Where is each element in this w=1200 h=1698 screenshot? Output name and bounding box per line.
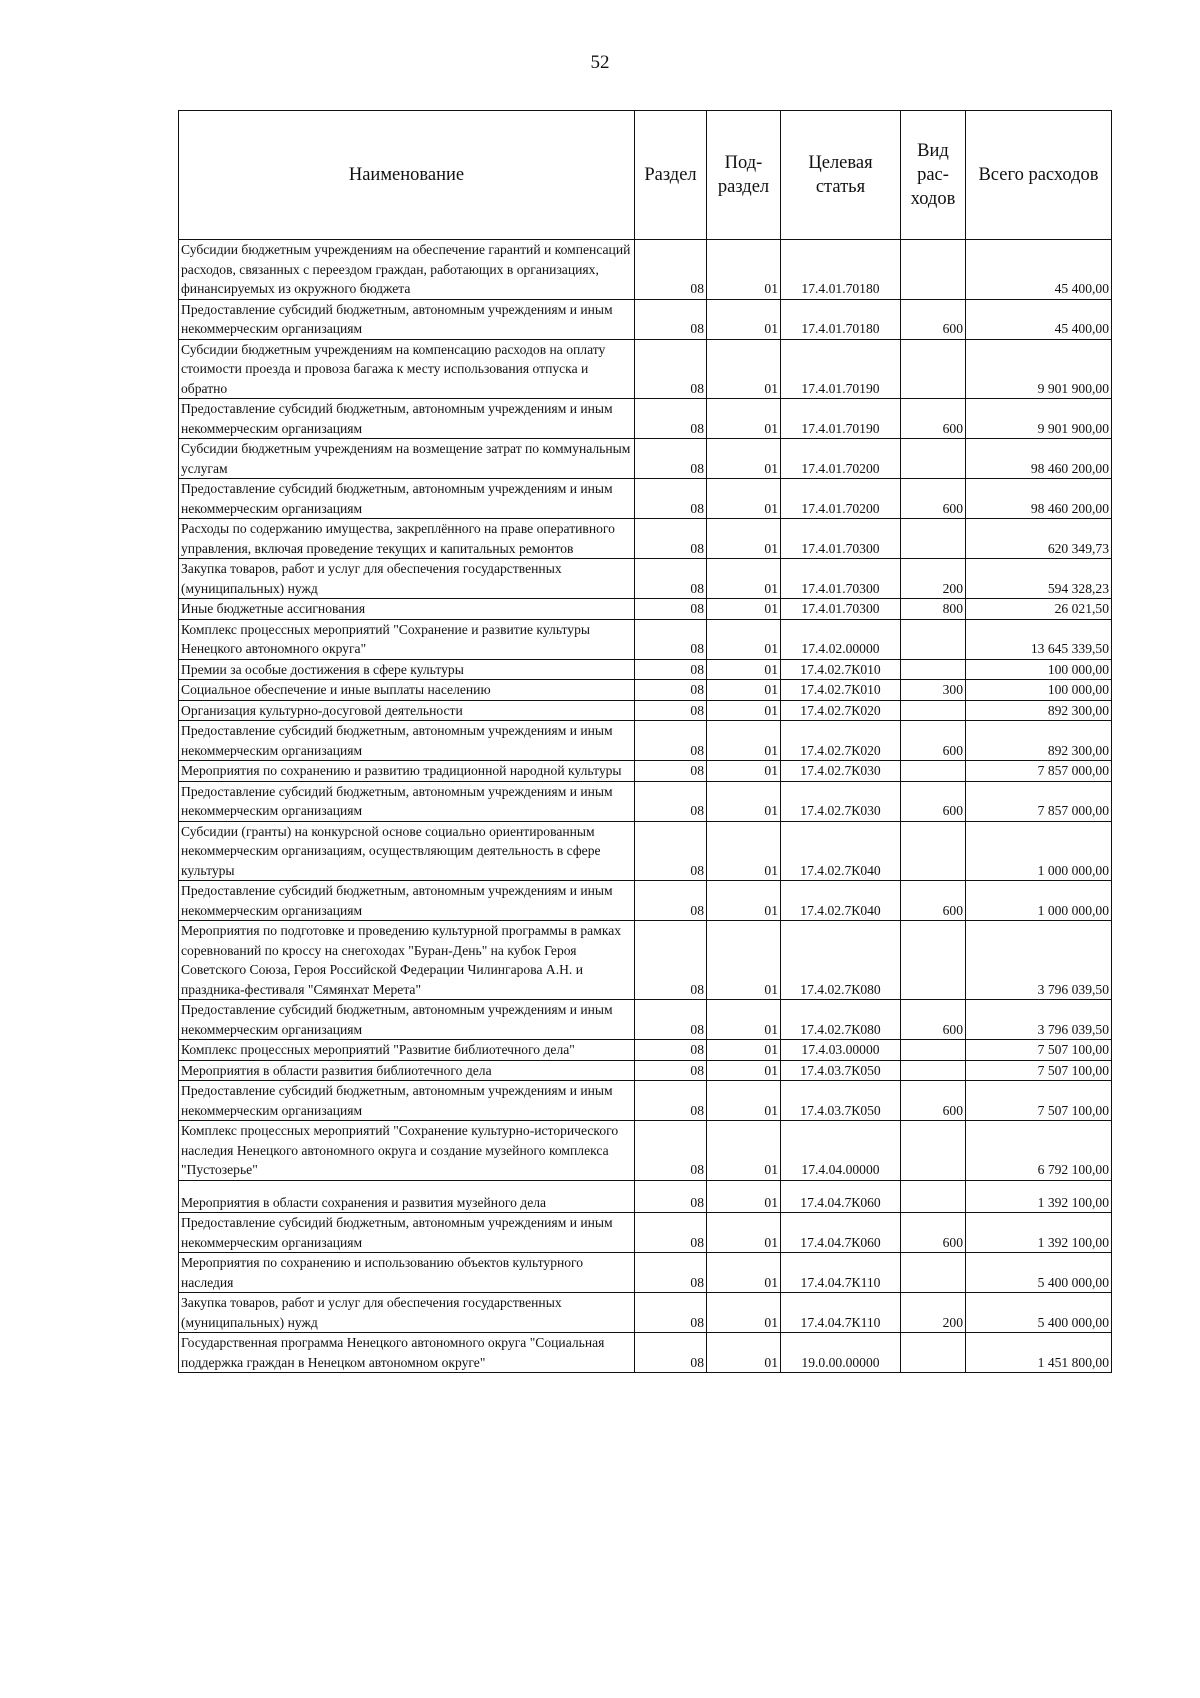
row-total: 26 021,50	[966, 599, 1112, 620]
row-subsection: 01	[707, 1333, 781, 1373]
table-row	[179, 680, 1112, 701]
row-expense-type: 200	[901, 1293, 966, 1333]
row-section: 08	[635, 240, 707, 300]
row-total: 892 300,00	[966, 721, 1112, 761]
row-article: 17.4.02.7К080	[781, 1000, 901, 1040]
row-section: 08	[635, 619, 707, 659]
row-expense-type	[901, 821, 966, 881]
table-row	[179, 761, 1112, 782]
row-article: 17.4.04.7К110	[781, 1293, 901, 1333]
row-total: 100 000,00	[966, 680, 1112, 701]
row-article: 17.4.02.7К040	[781, 821, 901, 881]
row-section: 08	[635, 1213, 707, 1253]
row-subsection: 01	[707, 881, 781, 921]
row-section: 08	[635, 700, 707, 721]
table-row	[179, 299, 1112, 339]
row-article: 17.4.01.70200	[781, 439, 901, 479]
table-row	[179, 921, 1112, 1000]
row-subsection: 01	[707, 821, 781, 881]
row-section: 08	[635, 721, 707, 761]
row-expense-type	[901, 700, 966, 721]
row-expense-type	[901, 761, 966, 782]
budget-table	[178, 110, 1112, 1373]
row-total: 45 400,00	[966, 240, 1112, 300]
row-subsection: 01	[707, 761, 781, 782]
row-subsection: 01	[707, 721, 781, 761]
row-article: 17.4.02.7К010	[781, 680, 901, 701]
row-expense-type	[901, 659, 966, 680]
row-expense-type	[901, 439, 966, 479]
row-section: 08	[635, 1081, 707, 1121]
header-name: Наименование	[179, 111, 635, 240]
row-expense-type: 600	[901, 1000, 966, 1040]
row-name: Мероприятия по подготовке и проведению культурной программы в рамках соревнований по кроссу на снегоходах "Буран-День" на кубок Героя Советского Союза, Героя Российской Федерации Чилингарова А.Н. и праздника-фестиваля "Сямянхат Мерета"	[179, 921, 635, 1000]
row-article: 17.4.02.7К010	[781, 659, 901, 680]
row-article: 17.4.02.00000	[781, 619, 901, 659]
row-name: Предоставление субсидий бюджетным, автономным учреждениям и иным некоммерческим организациям	[179, 721, 635, 761]
row-expense-type	[901, 921, 966, 1000]
row-name: Предоставление субсидий бюджетным, автономным учреждениям и иным некоммерческим организациям	[179, 299, 635, 339]
row-expense-type	[901, 619, 966, 659]
row-article: 19.0.00.00000	[781, 1333, 901, 1373]
row-subsection: 01	[707, 1293, 781, 1333]
row-article: 17.4.03.00000	[781, 1040, 901, 1061]
row-subsection: 01	[707, 1081, 781, 1121]
row-article: 17.4.01.70200	[781, 479, 901, 519]
row-total: 1 000 000,00	[966, 881, 1112, 921]
header-section: Раздел	[635, 111, 707, 240]
table-row	[179, 1293, 1112, 1333]
row-total: 7 507 100,00	[966, 1081, 1112, 1121]
row-name: Социальное обеспечение и иные выплаты населению	[179, 680, 635, 701]
row-name: Комплекс процессных мероприятий "Сохранение и развитие культуры Ненецкого автономного округа"	[179, 619, 635, 659]
table-row	[179, 821, 1112, 881]
row-section: 08	[635, 680, 707, 701]
row-total: 1 451 800,00	[966, 1333, 1112, 1373]
row-total: 9 901 900,00	[966, 399, 1112, 439]
row-expense-type: 800	[901, 599, 966, 620]
row-expense-type: 300	[901, 680, 966, 701]
table-row	[179, 339, 1112, 399]
row-expense-type	[901, 1333, 966, 1373]
row-total: 3 796 039,50	[966, 1000, 1112, 1040]
row-article: 17.4.04.00000	[781, 1121, 901, 1181]
row-subsection: 01	[707, 599, 781, 620]
row-subsection: 01	[707, 1213, 781, 1253]
row-total: 1 392 100,00	[966, 1180, 1112, 1213]
table-row	[179, 1040, 1112, 1061]
header-subsection: Под- раздел	[707, 111, 781, 240]
row-section: 08	[635, 761, 707, 782]
table-row	[179, 781, 1112, 821]
table-row	[179, 479, 1112, 519]
row-total: 9 901 900,00	[966, 339, 1112, 399]
row-name: Комплекс процессных мероприятий "Сохранение культурно-исторического наследия Ненецкого автономного округа и создание музейного комплекса "Пустозерье"	[179, 1121, 635, 1181]
row-expense-type	[901, 1180, 966, 1213]
row-total: 5 400 000,00	[966, 1253, 1112, 1293]
row-section: 08	[635, 1180, 707, 1213]
row-subsection: 01	[707, 559, 781, 599]
row-expense-type: 600	[901, 1081, 966, 1121]
row-subsection: 01	[707, 399, 781, 439]
row-total: 7 857 000,00	[966, 781, 1112, 821]
row-name: Закупка товаров, работ и услуг для обеспечения государственных (муниципальных) нужд	[179, 559, 635, 599]
table-row	[179, 240, 1112, 300]
row-section: 08	[635, 479, 707, 519]
row-total: 5 400 000,00	[966, 1293, 1112, 1333]
row-expense-type: 600	[901, 399, 966, 439]
row-name: Предоставление субсидий бюджетным, автономным учреждениям и иным некоммерческим организациям	[179, 479, 635, 519]
row-total: 45 400,00	[966, 299, 1112, 339]
row-subsection: 01	[707, 781, 781, 821]
row-section: 08	[635, 781, 707, 821]
table-row	[179, 1253, 1112, 1293]
row-total: 6 792 100,00	[966, 1121, 1112, 1181]
row-expense-type	[901, 519, 966, 559]
row-name: Закупка товаров, работ и услуг для обеспечения государственных (муниципальных) нужд	[179, 1293, 635, 1333]
row-section: 08	[635, 1040, 707, 1061]
row-article: 17.4.01.70300	[781, 599, 901, 620]
table-row	[179, 519, 1112, 559]
row-section: 08	[635, 559, 707, 599]
row-name: Мероприятия по сохранению и использованию объектов культурного наследия	[179, 1253, 635, 1293]
row-section: 08	[635, 339, 707, 399]
row-total: 892 300,00	[966, 700, 1112, 721]
row-expense-type: 600	[901, 479, 966, 519]
row-name: Организация культурно-досуговой деятельности	[179, 700, 635, 721]
row-name: Предоставление субсидий бюджетным, автономным учреждениям и иным некоммерческим организациям	[179, 399, 635, 439]
table-row	[179, 399, 1112, 439]
table-row	[179, 439, 1112, 479]
row-article: 17.4.03.7К050	[781, 1060, 901, 1081]
row-section: 08	[635, 1333, 707, 1373]
row-expense-type: 600	[901, 1213, 966, 1253]
row-subsection: 01	[707, 1253, 781, 1293]
row-total: 13 645 339,50	[966, 619, 1112, 659]
row-total: 98 460 200,00	[966, 479, 1112, 519]
table-row	[179, 1060, 1112, 1081]
row-section: 08	[635, 659, 707, 680]
row-subsection: 01	[707, 700, 781, 721]
row-expense-type	[901, 1253, 966, 1293]
table-row	[179, 659, 1112, 680]
row-section: 08	[635, 821, 707, 881]
row-expense-type	[901, 240, 966, 300]
row-name: Иные бюджетные ассигнования	[179, 599, 635, 620]
row-name: Мероприятия по сохранению и развитию традиционной народной культуры	[179, 761, 635, 782]
row-name: Комплекс процессных мероприятий "Развитие библиотечного дела"	[179, 1040, 635, 1061]
row-section: 08	[635, 519, 707, 559]
row-section: 08	[635, 1121, 707, 1181]
table-row	[179, 700, 1112, 721]
row-section: 08	[635, 399, 707, 439]
header-expense-type: Вид рас- ходов	[901, 111, 966, 240]
header-total: Всего расходов	[966, 111, 1112, 240]
row-expense-type	[901, 339, 966, 399]
row-subsection: 01	[707, 299, 781, 339]
row-subsection: 01	[707, 519, 781, 559]
row-name: Субсидии бюджетным учреждениям на компенсацию расходов на оплату стоимости проезда и провоза багажа к месту использования отпуска и обратно	[179, 339, 635, 399]
row-article: 17.4.02.7К020	[781, 721, 901, 761]
row-total: 98 460 200,00	[966, 439, 1112, 479]
row-subsection: 01	[707, 619, 781, 659]
table-row	[179, 1081, 1112, 1121]
row-section: 08	[635, 1060, 707, 1081]
row-article: 17.4.04.7К060	[781, 1213, 901, 1253]
row-subsection: 01	[707, 921, 781, 1000]
row-article: 17.4.01.70190	[781, 399, 901, 439]
row-name: Субсидии (гранты) на конкурсной основе социально ориентированным некоммерческим организациям, осуществляющим деятельность в сфере культуры	[179, 821, 635, 881]
row-subsection: 01	[707, 1121, 781, 1181]
row-section: 08	[635, 1253, 707, 1293]
row-article: 17.4.02.7К030	[781, 761, 901, 782]
row-article: 17.4.02.7К030	[781, 781, 901, 821]
table-row	[179, 881, 1112, 921]
row-subsection: 01	[707, 439, 781, 479]
row-total: 1 000 000,00	[966, 821, 1112, 881]
row-total: 3 796 039,50	[966, 921, 1112, 1000]
table-row	[179, 1000, 1112, 1040]
header-target-article: Целевая статья	[781, 111, 901, 240]
row-section: 08	[635, 299, 707, 339]
row-article: 17.4.01.70300	[781, 559, 901, 599]
row-total: 594 328,23	[966, 559, 1112, 599]
row-subsection: 01	[707, 240, 781, 300]
row-name: Субсидии бюджетным учреждениям на возмещение затрат по коммунальным услугам	[179, 439, 635, 479]
row-article: 17.4.01.70180	[781, 299, 901, 339]
row-name: Предоставление субсидий бюджетным, автономным учреждениям и иным некоммерческим организациям	[179, 1081, 635, 1121]
row-total: 7 507 100,00	[966, 1060, 1112, 1081]
row-name: Расходы по содержанию имущества, закреплённого на праве оперативного управления, включая проведение текущих и капитальных ремонтов	[179, 519, 635, 559]
row-expense-type: 600	[901, 881, 966, 921]
row-subsection: 01	[707, 339, 781, 399]
row-expense-type: 600	[901, 781, 966, 821]
row-section: 08	[635, 1293, 707, 1333]
table-row	[179, 1121, 1112, 1181]
row-expense-type: 600	[901, 299, 966, 339]
table-row	[179, 1180, 1112, 1213]
row-article: 17.4.01.70180	[781, 240, 901, 300]
row-section: 08	[635, 881, 707, 921]
row-article: 17.4.04.7К110	[781, 1253, 901, 1293]
row-expense-type	[901, 1060, 966, 1081]
row-expense-type	[901, 1121, 966, 1181]
row-article: 17.4.03.7К050	[781, 1081, 901, 1121]
row-name: Предоставление субсидий бюджетным, автономным учреждениям и иным некоммерческим организациям	[179, 1213, 635, 1253]
row-article: 17.4.01.70190	[781, 339, 901, 399]
table-row	[179, 619, 1112, 659]
row-expense-type: 600	[901, 721, 966, 761]
row-article: 17.4.02.7К040	[781, 881, 901, 921]
row-article: 17.4.02.7К080	[781, 921, 901, 1000]
row-article: 17.4.04.7К060	[781, 1180, 901, 1213]
row-name: Премии за особые достижения в сфере культуры	[179, 659, 635, 680]
row-section: 08	[635, 599, 707, 620]
row-name: Предоставление субсидий бюджетным, автономным учреждениям и иным некоммерческим организациям	[179, 881, 635, 921]
row-article: 17.4.01.70300	[781, 519, 901, 559]
table-header	[179, 111, 1112, 240]
row-total: 1 392 100,00	[966, 1213, 1112, 1253]
row-name: Мероприятия в области сохранения и развития музейного дела	[179, 1180, 635, 1213]
row-subsection: 01	[707, 1000, 781, 1040]
row-article: 17.4.02.7К020	[781, 700, 901, 721]
row-name: Предоставление субсидий бюджетным, автономным учреждениям и иным некоммерческим организациям	[179, 781, 635, 821]
row-name: Субсидии бюджетным учреждениям на обеспечение гарантий и компенсаций расходов, связанных с переездом граждан, работающих в организациях, финансируемых из окружного бюджета	[179, 240, 635, 300]
row-expense-type: 200	[901, 559, 966, 599]
row-total: 7 507 100,00	[966, 1040, 1112, 1061]
page-number: 52	[590, 52, 610, 73]
row-total: 7 857 000,00	[966, 761, 1112, 782]
table-row	[179, 721, 1112, 761]
row-total: 620 349,73	[966, 519, 1112, 559]
table-row	[179, 559, 1112, 599]
row-section: 08	[635, 921, 707, 1000]
row-subsection: 01	[707, 659, 781, 680]
row-name: Мероприятия в области развития библиотечного дела	[179, 1060, 635, 1081]
table-row	[179, 1213, 1112, 1253]
row-section: 08	[635, 439, 707, 479]
row-subsection: 01	[707, 479, 781, 519]
row-expense-type	[901, 1040, 966, 1061]
table-row	[179, 1333, 1112, 1373]
table-body	[179, 240, 1112, 1373]
row-name: Государственная программа Ненецкого автономного округа "Социальная поддержка граждан в Ненецком автономном округе"	[179, 1333, 635, 1373]
table-row	[179, 599, 1112, 620]
row-subsection: 01	[707, 1040, 781, 1061]
row-subsection: 01	[707, 1060, 781, 1081]
row-total: 100 000,00	[966, 659, 1112, 680]
row-subsection: 01	[707, 1180, 781, 1213]
row-subsection: 01	[707, 680, 781, 701]
row-section: 08	[635, 1000, 707, 1040]
row-name: Предоставление субсидий бюджетным, автономным учреждениям и иным некоммерческим организациям	[179, 1000, 635, 1040]
